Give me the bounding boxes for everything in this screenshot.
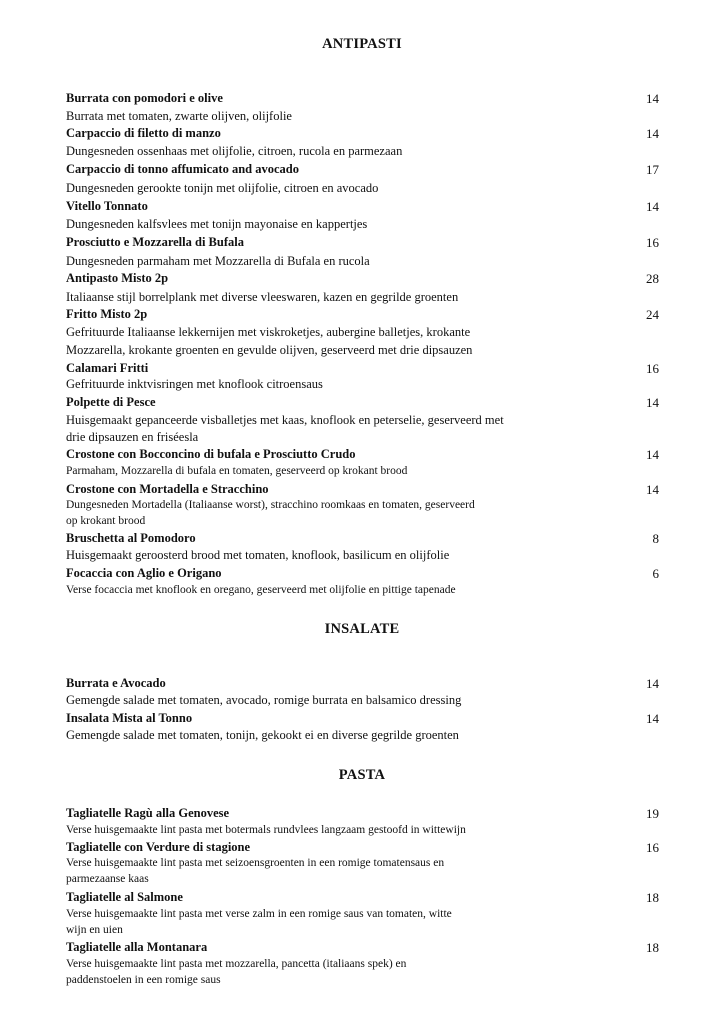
menu-item-name: Polpette di Pesce: [66, 395, 156, 409]
menu-item-description: Huisgemaakt geroosterd brood met tomaten, knoflook, basilicum en olijfolie: [66, 548, 450, 562]
menu-item-description: Verse huisgemaakte lint pasta met verse zalm in een romige saus van tomaten, witte: [66, 908, 452, 920]
menu-item-name: Tagliatelle alla Montanara: [66, 940, 208, 954]
menu-item-price: 17: [646, 162, 659, 177]
section-title-pasta: PASTA: [338, 767, 386, 783]
menu-item-name: Carpaccio di tonno affumicato and avocado: [66, 162, 299, 176]
menu-item-price: 14: [646, 199, 659, 214]
menu-item-description: Gemengde salade met tomaten, avocado, romige burrata en balsamico dressing: [66, 693, 462, 707]
menu-item-name: Tagliatelle Ragù alla Genovese: [66, 806, 230, 820]
menu-item-price: 28: [646, 271, 659, 286]
menu-item-price: 14: [646, 447, 659, 462]
menu-item-description: parmezaanse kaas: [66, 873, 149, 885]
menu-item-description: Verse huisgemaakte lint pasta met mozzarella, pancetta (italiaans spek) en: [66, 958, 407, 970]
menu-item-price: 14: [646, 676, 659, 691]
menu-item-description: Italiaanse stijl borrelplank met diverse vleeswaren, kazen en gegrilde groenten: [66, 290, 459, 304]
menu-item-name: Insalata Mista al Tonno: [66, 711, 193, 725]
menu-item-name: Tagliatelle con Verdure di stagione: [66, 840, 251, 854]
menu-item-description: Dungesneden ossenhaas met olijfolie, citroen, rucola en parmezaan: [66, 144, 403, 158]
menu-item-name: Vitello Tonnato: [66, 199, 148, 213]
menu-item-description: Dungesneden parmaham met Mozzarella di Bufala en rucola: [66, 254, 370, 268]
section-title-antipasti: ANTIPASTI: [322, 36, 402, 52]
menu-item-price: 24: [646, 307, 659, 322]
menu-item-price: 14: [646, 126, 659, 141]
menu-item-price: 18: [646, 940, 659, 955]
menu-item-description: Gefrituurde Italiaanse lekkernijen met viskroketjes, aubergine balletjes, krokante: [66, 325, 471, 339]
menu-item-description: op krokant brood: [66, 515, 146, 527]
menu-item-description: Gemengde salade met tomaten, tonijn, gekookt ei en diverse gegrilde groenten: [66, 728, 459, 742]
menu-item-price: 14: [646, 91, 659, 106]
menu-item-name: Bruschetta al Pomodoro: [66, 531, 196, 545]
menu-item-name: Prosciutto e Mozzarella di Bufala: [66, 235, 244, 249]
menu-item-price: 18: [646, 890, 659, 905]
menu-item-description: Verse huisgemaakte lint pasta met botermals rundvlees langzaam gestoofd in wittewijn: [66, 824, 466, 836]
menu-item-description: Burrata met tomaten, zwarte olijven, olijfolie: [66, 109, 292, 123]
menu-item-price: 16: [646, 361, 659, 376]
menu-item-name: Carpaccio di filetto di manzo: [66, 126, 221, 140]
menu-item-description: Verse focaccia met knoflook en oregano, geserveerd met olijfolie en pittige tapenade: [66, 584, 456, 596]
section-title-insalate: INSALATE: [324, 621, 400, 637]
menu-item-description: Verse huisgemaakte lint pasta met seizoensgroenten in een romige tomatensaus en: [66, 857, 445, 869]
menu-item-name: Crostone con Bocconcino di bufala e Prosciutto Crudo: [66, 447, 356, 461]
menu-item-description: Dungesneden Mortadella (Italiaanse worst), stracchino roomkaas en tomaten, geserveerd: [66, 499, 475, 511]
menu-item-description: Dungesneden gerookte tonijn met olijfolie, citroen en avocado: [66, 181, 379, 195]
menu-item-description: Gefrituurde inktvisringen met knoflook citroensaus: [66, 377, 323, 391]
menu-item-name: Calamari Fritti: [66, 361, 149, 375]
menu-item-name: Fritto Misto 2p: [66, 307, 148, 321]
menu-item-price: 14: [646, 711, 659, 726]
menu-item-name: Burrata e Avocado: [66, 676, 166, 690]
menu-item-name: Tagliatelle al Salmone: [66, 890, 183, 904]
menu-item-price: 16: [646, 840, 659, 855]
menu-item-price: 14: [646, 482, 659, 497]
menu-item-description: Dungesneden kalfsvlees met tonijn mayonaise en kappertjes: [66, 217, 368, 231]
menu-item-name: Burrata con pomodori e olive: [66, 91, 223, 105]
menu-item-price: 6: [652, 566, 659, 581]
menu-item-description: Huisgemaakt gepanceerde visballetjes met kaas, knoflook en peterselie, geserveerd met: [66, 413, 504, 427]
menu-item-price: 8: [652, 531, 659, 546]
menu-item-name: Antipasto Misto 2p: [66, 271, 169, 285]
menu-item-description: Parmaham, Mozzarella di bufala en tomaten, geserveerd op krokant brood: [66, 465, 408, 477]
menu-item-price: 19: [646, 806, 659, 821]
menu-item-description: paddenstoelen in een romige saus: [66, 974, 221, 986]
menu-item-description: drie dipsauzen en friséesla: [66, 430, 199, 444]
menu-item-description: Mozzarella, krokante groenten en gevulde olijven, geserveerd met drie dipsauzen: [66, 343, 473, 357]
menu-item-name: Focaccia con Aglio e Origano: [66, 566, 222, 580]
menu-item-name: Crostone con Mortadella e Stracchino: [66, 482, 269, 496]
menu-item-price: 16: [646, 235, 659, 250]
menu-item-description: wijn en uien: [66, 924, 123, 936]
menu-item-price: 14: [646, 395, 659, 410]
